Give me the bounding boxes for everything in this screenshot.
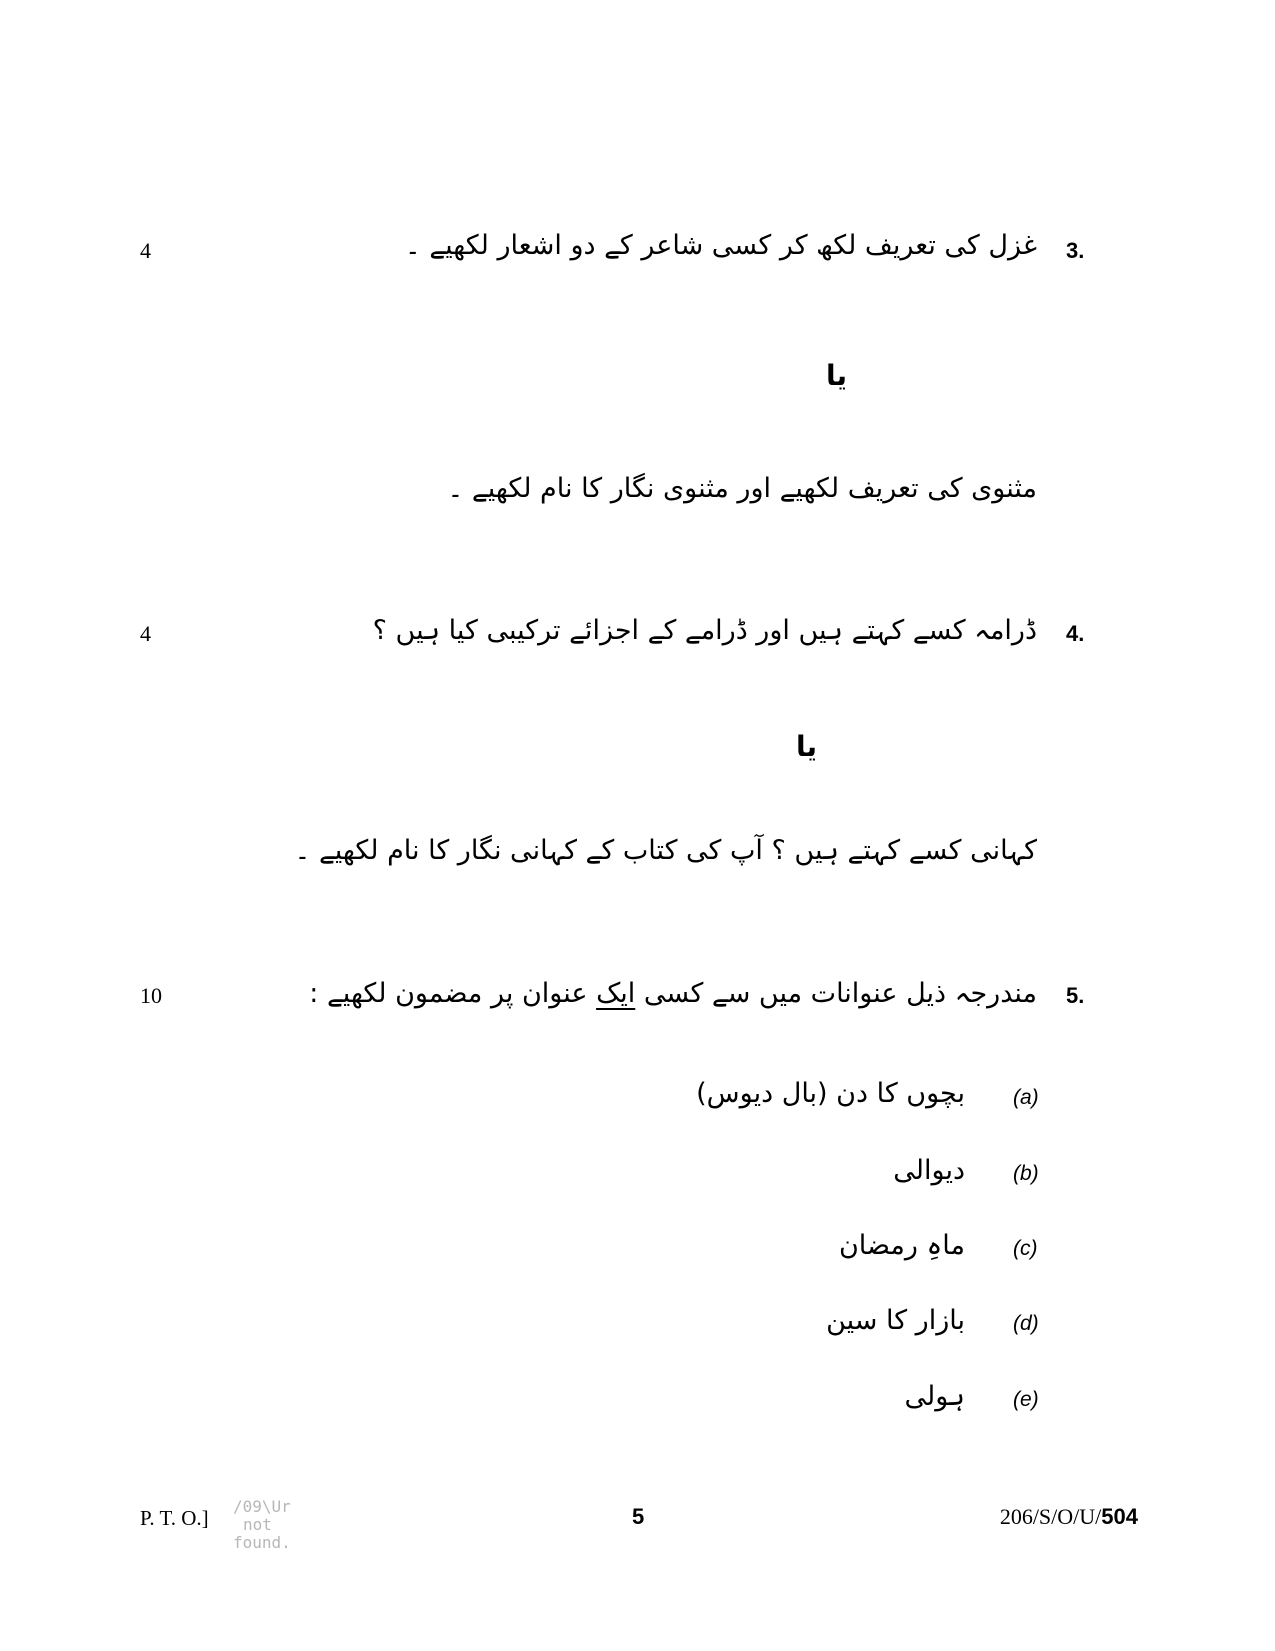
- paper-code: [1000, 1504, 1138, 1530]
- alternative-question-text: کہانی کسے کہتے ہیں ؟ آپ کی کتاب کے کہانی نگار کا نام لکھیے ۔: [294, 835, 1037, 866]
- question-number: 3.: [1066, 238, 1085, 263]
- question-text: [309, 980, 1037, 1007]
- question-text-after: عنوان پر مضمون لکھیے :: [309, 978, 597, 1009]
- question-number: 4.: [1066, 621, 1085, 646]
- option-text: ہولی: [904, 1381, 965, 1412]
- question-number: 5.: [1066, 983, 1085, 1008]
- option-text: بازار کا سین: [826, 1305, 965, 1336]
- or-label: یا: [826, 359, 848, 392]
- option-label: (e): [1013, 1388, 1039, 1411]
- question-marks: 10: [140, 983, 162, 1008]
- page-number: 5: [632, 1504, 645, 1529]
- faint-overlay-text: [233, 1498, 313, 1552]
- faint-line: found.: [233, 1533, 291, 1552]
- question-marks: 4: [140, 238, 151, 263]
- faint-line: not: [243, 1515, 272, 1534]
- option-label: (d): [1013, 1312, 1039, 1335]
- pto-label: P. T. O.]: [140, 1506, 209, 1530]
- paper-code-prefix: 206/S/O/U/: [999, 1504, 1102, 1529]
- option-label: (b): [1013, 1162, 1039, 1185]
- emphasis-word: ایک: [596, 978, 636, 1009]
- or-label: یا: [796, 730, 818, 763]
- option-text: بچوں کا دن (بال دیوس): [696, 1078, 965, 1109]
- option-label: (a): [1013, 1086, 1039, 1109]
- question-text-before: مندرجہ ذیل عنوانات میں سے کسی: [635, 978, 1037, 1009]
- option-text: دیوالی: [893, 1155, 965, 1186]
- question-marks: 4: [140, 621, 151, 646]
- option-label: (c): [1013, 1237, 1038, 1260]
- paper-code-number: 504: [1101, 1504, 1138, 1529]
- question-text: ڈرامہ کسے کہتے ہیں اور ڈرامے کے اجزائے ترکیبی کیا ہیں ؟: [372, 615, 1037, 646]
- alternative-question-text: مثنوی کی تعریف لکھیے اور مثنوی نگار کا نام لکھیے ۔: [447, 473, 1037, 504]
- option-text: ماہِ رمضان: [838, 1230, 965, 1261]
- question-text: غزل کی تعریف لکھ کر کسی شاعر کے دو اشعار لکھیے ۔: [404, 230, 1037, 261]
- faint-line: /09\Ur: [233, 1497, 291, 1516]
